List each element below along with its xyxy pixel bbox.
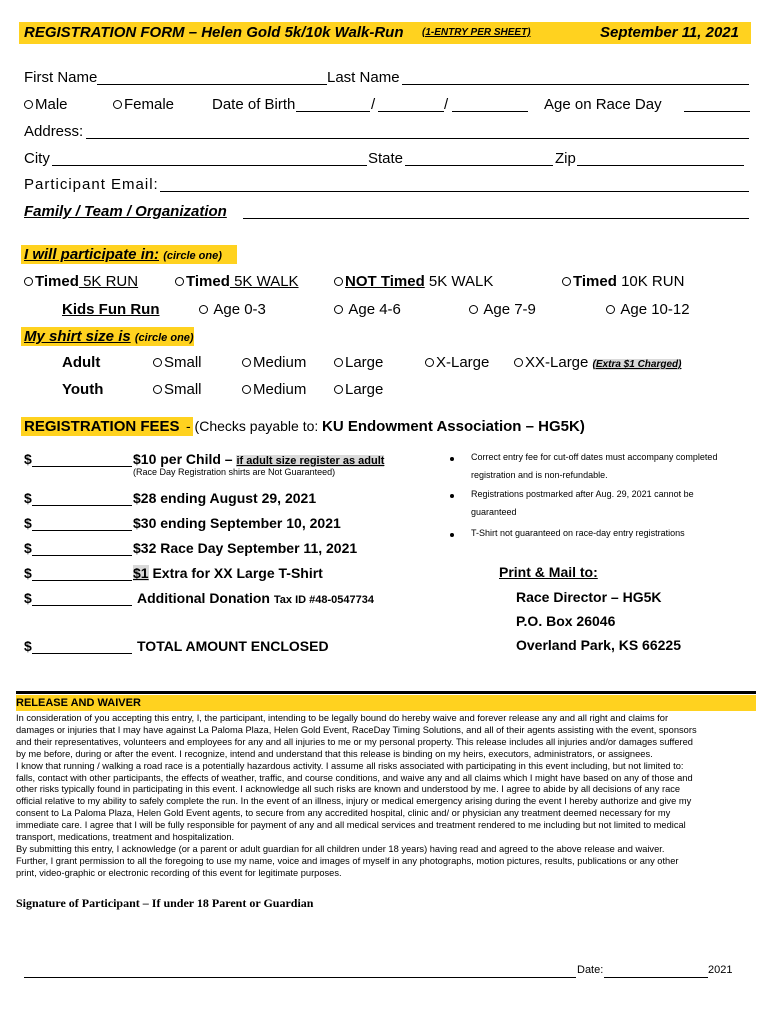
dollar-sign: $ [24, 451, 32, 467]
city-label: City [24, 150, 50, 167]
fee3-field[interactable] [32, 555, 132, 556]
total-field[interactable] [32, 653, 132, 654]
bullet-icon [450, 494, 454, 498]
size-label: Medium [253, 381, 307, 398]
radio-icon [562, 277, 571, 286]
state-field[interactable] [405, 165, 553, 166]
entry-note: (1-ENTRY PER SHEET) [422, 27, 531, 38]
age-label: Age 0-3 [213, 301, 266, 318]
option-bold: Timed [35, 273, 79, 290]
xx-fee-label [133, 565, 323, 581]
option-bold: Timed [573, 273, 617, 290]
state-label: State [368, 150, 404, 167]
radio-icon [334, 358, 343, 367]
radio-icon [175, 277, 184, 286]
option-bold: Timed [186, 273, 230, 290]
mail-line-3: Overland Park, KS 66225 [516, 637, 681, 653]
waiver-line: In consideration of you accepting this entry, I, the participant, intending to be legally bound do hereby waive and forever release any and all right and claims for [16, 713, 669, 723]
age-label: Age 7-9 [483, 301, 536, 318]
email-label: Participant Email: [24, 176, 159, 193]
size-label: Large [345, 354, 384, 371]
male-label: Male [35, 96, 68, 113]
option-not-timed-5k-walk[interactable] [334, 273, 493, 290]
size-label: X-Large [436, 354, 490, 371]
fee1-field[interactable] [32, 505, 132, 506]
email-field[interactable] [160, 191, 749, 192]
fee2-label: $30 ending September 10, 2021 [133, 515, 341, 531]
adult-size-medium[interactable] [242, 354, 306, 371]
radio-icon [334, 385, 343, 394]
donation-label [137, 590, 374, 606]
dob-day-field[interactable] [378, 111, 444, 112]
age-label: Age on Race Day [544, 96, 662, 113]
fee1-label: $28 ending August 29, 2021 [133, 490, 317, 506]
dollar-sign: $ [24, 540, 32, 556]
radio-icon [153, 358, 162, 367]
first-name-field[interactable] [97, 84, 327, 85]
waiver-line: I know that running / walking a road race is a potentially hazardous activity. I assume all risks associated with participating in this event including, but not limited to: [16, 760, 684, 771]
size-label: Small [164, 381, 202, 398]
dollar-sign: $ [24, 565, 32, 581]
option-text: 5K WALK [229, 273, 299, 290]
form-title: REGISTRATION FORM – Helen Gold 5k/10k Walk-Run [24, 24, 404, 41]
date-label: Date: [577, 964, 604, 976]
family-label: Family / Team / Organization [24, 203, 227, 220]
bullet-icon [450, 533, 454, 537]
dollar-sign: $ [24, 515, 32, 531]
youth-size-small[interactable] [153, 381, 202, 398]
adult-label: Adult [62, 354, 101, 371]
tax-id: Tax ID #48-0547734 [273, 594, 374, 606]
option-timed-5k-run[interactable] [24, 273, 138, 290]
dob-slash-1: / [371, 96, 376, 113]
child-fee-sub: (Race Day Registration shirts are Not Guaranteed) [133, 467, 336, 477]
age-option-0-3[interactable] [199, 301, 266, 318]
option-text: 5K RUN [78, 273, 139, 290]
signature-label: Signature of Participant – If under 18 Parent or Guardian [16, 896, 314, 910]
mail-line-1: Race Director – HG5K [516, 589, 662, 605]
adult-size-small[interactable] [153, 354, 202, 371]
donation-field[interactable] [32, 605, 132, 606]
waiver-line: damages or injuries that I may have against La Paloma Plaza, Helen Gold Event, RaceDay Timing Solutions, and all of their agents assisting with the event, sponsors [16, 724, 697, 735]
male-option[interactable] [24, 96, 68, 113]
child-fee-text: $10 per Child – [133, 451, 233, 467]
participate-heading-text: I will participate in: [24, 246, 160, 263]
zip-label: Zip [555, 150, 576, 167]
radio-icon [242, 358, 251, 367]
checks-payable-label: - (Checks payable to: [186, 418, 319, 434]
address-label: Address: [24, 123, 84, 140]
payee: KU Endowment Association – HG5K) [322, 418, 585, 435]
waiver-text [16, 713, 697, 880]
radio-icon [24, 277, 33, 286]
zip-field[interactable] [577, 165, 744, 166]
youth-size-large[interactable] [334, 381, 383, 398]
dob-slash-2: / [444, 96, 449, 113]
adult-size-xxlarge[interactable] [514, 354, 681, 371]
child-fee-note: if adult size register as adult [236, 455, 385, 467]
option-bold: NOT Timed [345, 273, 425, 290]
waiver-line: other risks typically found in participating in this event. I acknowledge all such risks are known and understood by me. I agree to abide by all decisions of any race [16, 784, 681, 795]
date-field[interactable] [604, 977, 708, 978]
fees-heading: REGISTRATION FEES [24, 418, 180, 435]
date-year: 2021 [708, 964, 733, 976]
waiver-line: consent to La Paloma Plaza, Helen Gold Event agents, to secure from any accredited hospital, clinic and/ or physician any treatment deemed necessary for my [16, 808, 671, 819]
dob-year-field[interactable] [452, 111, 528, 112]
age-option-7-9[interactable] [469, 301, 536, 318]
age-label: Age 4-6 [348, 301, 401, 318]
mail-heading: Print & Mail to: [499, 564, 598, 580]
age-field[interactable] [684, 111, 750, 112]
radio-icon [469, 305, 478, 314]
fee-note: registration and is non-refundable. [471, 470, 608, 480]
child-fee-field[interactable] [32, 466, 132, 467]
size-label: Large [345, 381, 384, 398]
radio-icon [606, 305, 615, 314]
waiver-line: print, video-graphic or electronic recording of this event for legitimate purposes. [16, 867, 342, 878]
size-label: XX-Large [525, 354, 589, 371]
size-label: Medium [253, 354, 307, 371]
shirt-heading-text: My shirt size is [24, 328, 131, 345]
bullet-icon [450, 457, 454, 461]
participate-note: (circle one) [163, 250, 222, 262]
donation-text: Additional Donation [137, 590, 270, 606]
female-option[interactable] [113, 96, 174, 113]
option-timed-10k-run[interactable] [562, 273, 684, 290]
dollar-sign: $ [24, 638, 32, 654]
female-label: Female [124, 96, 175, 113]
first-name-label: First Name [24, 69, 98, 86]
fee2-field[interactable] [32, 530, 132, 531]
size-label: Small [164, 354, 202, 371]
xx-fee-amount: $1 [133, 565, 149, 581]
family-field[interactable] [243, 218, 749, 219]
fee-note: T-Shirt not guaranteed on race-day entry registrations [471, 528, 685, 538]
waiver-line: by me before, during or after the event. I recognize, intend and understand that this release is binding on my heirs, executors, administrators, or assignees. [16, 748, 653, 759]
xx-extra-note: (Extra $1 Charged) [592, 359, 682, 370]
radio-icon [334, 277, 343, 286]
radio-icon [425, 358, 434, 367]
radio-icon [24, 100, 33, 109]
race-date: September 11, 2021 [600, 24, 739, 41]
waiver-line: Further, I grant permission to all the foregoing to use my name, voice and images of myself in any photographs, motion pictures, results, publications or any other [16, 855, 679, 866]
fee3-label: $32 Race Day September 11, 2021 [133, 540, 358, 556]
dob-month-field[interactable] [296, 111, 370, 112]
fee-note: Correct entry fee for cut-off dates must accompany completed [471, 452, 718, 462]
waiver-heading: RELEASE AND WAIVER [16, 697, 141, 709]
shirt-note: (circle one) [134, 332, 194, 344]
waiver-top-rule [16, 691, 756, 694]
option-text: 10K RUN [616, 273, 685, 290]
age-option-10-12[interactable] [606, 301, 690, 318]
child-fee-label [133, 451, 384, 467]
waiver-line: transport, medications, treatment and hospitalization. [16, 832, 235, 843]
mail-line-2: P.O. Box 26046 [516, 613, 616, 629]
signature-field[interactable] [24, 977, 576, 978]
age-label: Age 10-12 [620, 301, 690, 318]
youth-label: Youth [62, 381, 104, 398]
youth-size-medium[interactable] [242, 381, 306, 398]
radio-icon [199, 305, 208, 314]
xx-fee-field[interactable] [32, 580, 132, 581]
address-field[interactable] [86, 138, 749, 139]
total-label: TOTAL AMOUNT ENCLOSED [137, 638, 329, 654]
adult-size-xlarge[interactable] [425, 354, 489, 371]
waiver-line: official relative to my ability to safely complete the run. In the event of an illness, injury or medical emergency arising during the event I hereby authorize and give my [16, 796, 692, 807]
dob-label: Date of Birth [212, 96, 296, 113]
dollar-sign: $ [24, 590, 32, 606]
waiver-line: immediate care. I agree that I will be fully responsible for payment of any and all medical services and treatment rendered to me including but not limited to medical [16, 820, 686, 831]
radio-icon [242, 385, 251, 394]
kids-fun-run-label: Kids Fun Run [62, 301, 160, 318]
radio-icon [334, 305, 343, 314]
xx-fee-text: Extra for XX Large T-Shirt [148, 565, 323, 581]
waiver-line: and their representatives, volunteers and employees for any and all injuries to me or my personal property. This release includes all injuries and/or damages suffered [16, 736, 693, 747]
shirt-heading [24, 328, 194, 345]
last-name-label: Last Name [327, 69, 400, 86]
radio-icon [113, 100, 122, 109]
participate-heading [24, 246, 222, 263]
last-name-field[interactable] [402, 84, 749, 85]
city-field[interactable] [52, 165, 367, 166]
dollar-sign: $ [24, 490, 32, 506]
adult-size-large[interactable] [334, 354, 383, 371]
fee-note: Registrations postmarked after Aug. 29, 2021 cannot be [471, 489, 694, 499]
fee-note: guaranteed [471, 507, 517, 517]
radio-icon [153, 385, 162, 394]
radio-icon [514, 358, 523, 367]
option-timed-5k-walk[interactable] [175, 273, 299, 290]
option-text: 5K WALK [424, 273, 494, 290]
age-option-4-6[interactable] [334, 301, 401, 318]
waiver-line: By submitting this entry, I acknowledge (or a parent or adult guardian for all children under 18 years) having read and agreed to the above release and waiver. [16, 843, 665, 854]
waiver-line: falls, contact with other participants, the effects of weather, traffic, and course conditions, and waive any and all claims which I might have based on any of those and [16, 772, 693, 783]
